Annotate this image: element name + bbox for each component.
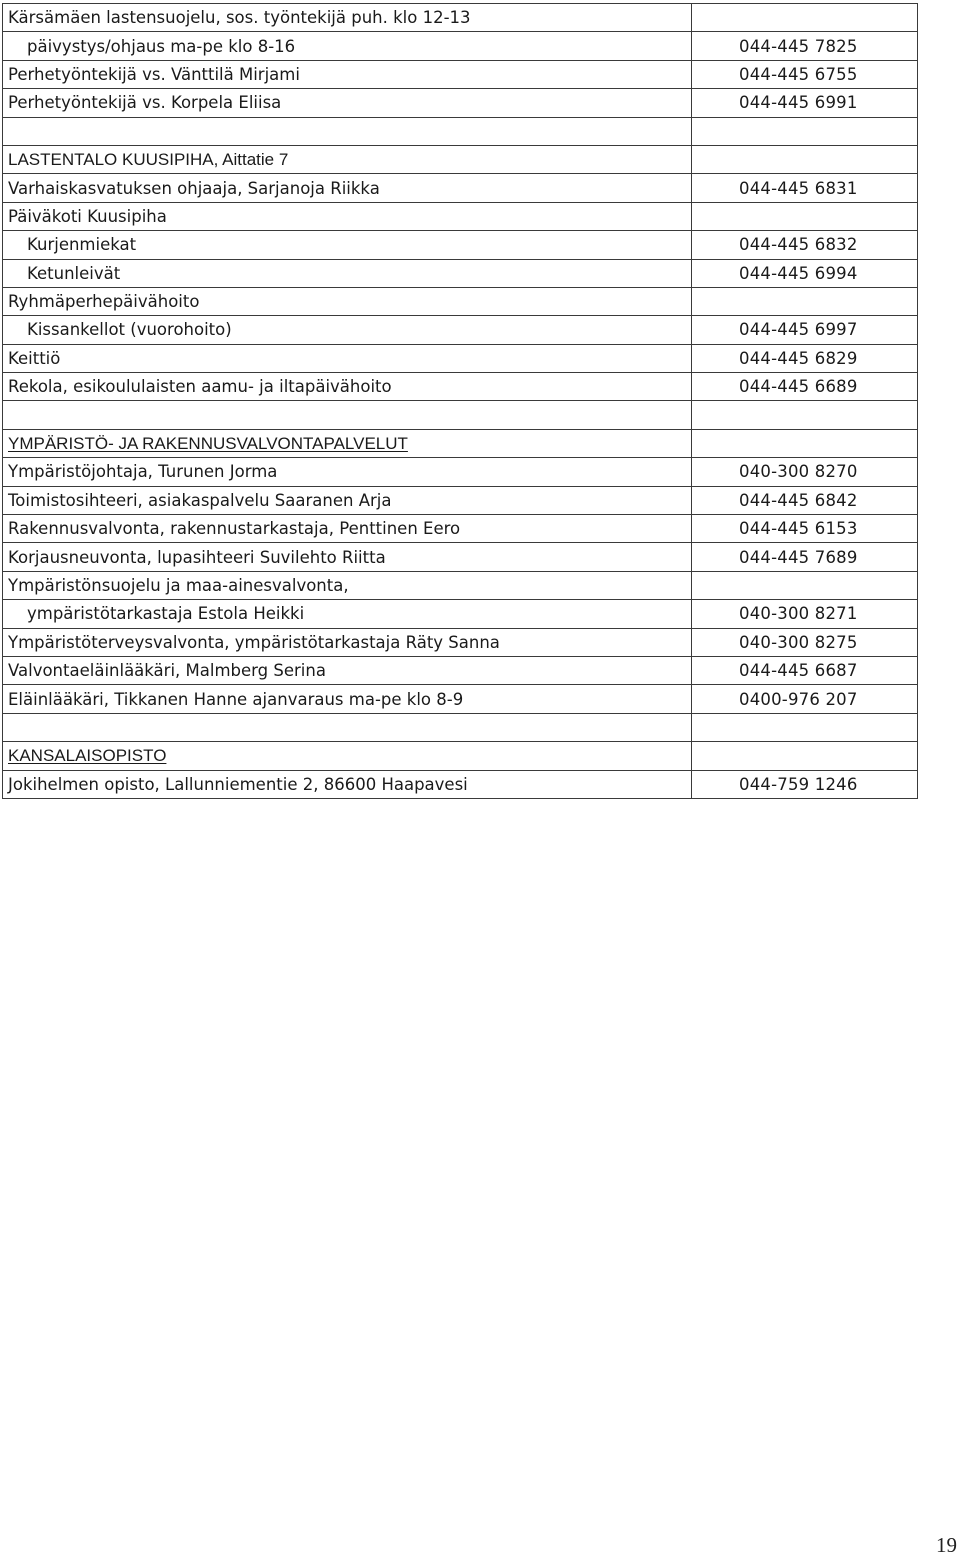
contact-name-cell <box>3 600 692 628</box>
table-row <box>3 259 918 287</box>
contact-name-cell <box>3 4 692 32</box>
table-row <box>3 174 918 202</box>
phone-number: 0400-976 207 <box>739 689 858 709</box>
contact-name-cell <box>3 117 692 145</box>
contact-name-cell <box>3 656 692 684</box>
contact-name: Perhetyöntekijä vs. Vänttilä Mirjami <box>8 64 300 84</box>
contact-name-cell <box>3 685 692 713</box>
contact-name: Ympäristöterveysvalvonta, ympäristötarkastaja Räty Sanna <box>8 632 500 652</box>
phone-number: 044-445 6689 <box>739 377 858 397</box>
phone-number-cell <box>692 316 918 344</box>
contact-name: Ympäristönsuojelu ja maa-ainesvalvonta, <box>8 576 349 595</box>
contact-name: Ympäristöjohtaja, Turunen Jorma <box>8 462 278 482</box>
phone-number: 044-445 6997 <box>739 320 858 340</box>
phone-number-cell <box>692 742 918 770</box>
contact-name-cell <box>3 401 692 429</box>
table-row <box>3 458 918 486</box>
phone-number-cell <box>692 60 918 88</box>
contact-name: Perhetyöntekijä vs. Korpela Eliisa <box>8 93 282 113</box>
section-heading-row <box>3 429 918 457</box>
section-heading: LASTENTALO KUUSIPIHA, Aittatie 7 <box>8 150 289 170</box>
phone-number: 040-300 8271 <box>739 604 858 624</box>
contact-name: Toimistosihteeri, asiakaspalvelu Saaranen Arja <box>8 490 392 510</box>
phone-number-cell <box>692 32 918 60</box>
table-row <box>3 685 918 713</box>
contact-name: Korjausneuvonta, lupasihteeri Suvilehto Riitta <box>8 547 386 567</box>
phone-number-cell <box>692 231 918 259</box>
table-row <box>3 202 918 230</box>
contact-name-cell <box>3 316 692 344</box>
table-row <box>3 287 918 315</box>
phone-number-cell <box>692 656 918 684</box>
contact-name-cell <box>3 571 692 599</box>
table-row <box>3 89 918 117</box>
contact-name: ympäristötarkastaja Estola Heikki <box>27 604 305 624</box>
table-row <box>3 373 918 401</box>
phone-number-cell <box>692 259 918 287</box>
contact-name-cell <box>3 32 692 60</box>
section-heading: YMPÄRISTÖ- JA RAKENNUSVALVONTAPALVELUT <box>8 434 408 454</box>
table-row <box>3 600 918 628</box>
phone-number-cell <box>692 486 918 514</box>
phone-number-cell <box>692 458 918 486</box>
contact-name-cell <box>3 515 692 543</box>
contact-name-cell <box>3 231 692 259</box>
contact-name: Valvontaeläinlääkäri, Malmberg Serina <box>8 661 326 681</box>
phone-number-cell <box>692 4 918 32</box>
table-row <box>3 316 918 344</box>
table-row <box>3 231 918 259</box>
section-heading: KANSALAISOPISTO <box>8 746 167 766</box>
contact-name: Kissankellot (vuorohoito) <box>27 320 232 340</box>
contact-name: Eläinlääkäri, Tikkanen Hanne ajanvaraus ma-pe klo 8-9 <box>8 689 464 709</box>
contact-name-cell <box>3 429 692 457</box>
table-row <box>3 628 918 656</box>
phone-number: 044-445 6153 <box>739 519 858 539</box>
contact-name: Varhaiskasvatuksen ohjaaja, Sarjanoja Riikka <box>8 178 380 198</box>
table-row <box>3 4 918 32</box>
contact-name-cell <box>3 344 692 372</box>
phone-number-cell <box>692 713 918 741</box>
contact-name: Ketunleivät <box>27 263 121 283</box>
phone-number-cell <box>692 344 918 372</box>
phone-number: 044-445 6755 <box>739 64 858 84</box>
phone-number-cell <box>692 145 918 173</box>
phone-number: 044-445 6832 <box>739 235 858 255</box>
contact-name-cell <box>3 287 692 315</box>
table-row <box>3 32 918 60</box>
table-row <box>3 656 918 684</box>
phone-number-cell <box>692 685 918 713</box>
contact-name-cell <box>3 60 692 88</box>
phone-number-cell <box>692 401 918 429</box>
table-row <box>3 713 918 741</box>
contact-name: Päiväkoti Kuusipiha <box>8 206 167 226</box>
contact-name-cell <box>3 543 692 571</box>
contact-name: päivystys/ohjaus ma-pe klo 8-16 <box>27 36 296 56</box>
phone-number: 044-445 6994 <box>739 263 858 283</box>
contact-name-cell <box>3 145 692 173</box>
contact-name-cell <box>3 742 692 770</box>
section-heading-row <box>3 145 918 173</box>
section-heading-row <box>3 742 918 770</box>
phone-number-cell <box>692 202 918 230</box>
phone-number: 044-445 7825 <box>739 36 858 56</box>
phone-number-cell <box>692 628 918 656</box>
phone-number: 044-445 6829 <box>739 348 858 368</box>
phone-number: 044-445 6991 <box>739 93 858 113</box>
contact-directory-table <box>2 3 918 799</box>
phone-number: 044-759 1246 <box>739 774 858 794</box>
contact-name-cell <box>3 373 692 401</box>
contact-name: Ryhmäperhepäivähoito <box>8 292 200 312</box>
phone-number: 044-445 6687 <box>739 661 858 681</box>
contact-rows <box>3 4 918 799</box>
table-row <box>3 117 918 145</box>
contact-name: Jokihelmen opisto, Lallunniementie 2, 86600 Haapavesi <box>8 774 468 794</box>
table-row <box>3 543 918 571</box>
table-row <box>3 515 918 543</box>
contact-name-cell <box>3 628 692 656</box>
table-row <box>3 770 918 798</box>
phone-number: 044-445 6842 <box>739 490 858 510</box>
phone-number: 040-300 8275 <box>739 632 858 652</box>
contact-name-cell <box>3 713 692 741</box>
phone-number-cell <box>692 571 918 599</box>
phone-number: 044-445 7689 <box>739 547 858 567</box>
table-row <box>3 571 918 599</box>
contact-name-cell <box>3 458 692 486</box>
contact-name-cell <box>3 174 692 202</box>
contact-name-cell <box>3 89 692 117</box>
phone-number-cell <box>692 515 918 543</box>
contact-name-cell <box>3 259 692 287</box>
contact-name: Kurjenmiekat <box>27 235 137 255</box>
contact-name-cell <box>3 486 692 514</box>
phone-number-cell <box>692 89 918 117</box>
contact-name: Rakennusvalvonta, rakennustarkastaja, Penttinen Eero <box>8 519 461 539</box>
phone-number-cell <box>692 287 918 315</box>
contact-name: Keittiö <box>8 348 61 368</box>
table-row <box>3 60 918 88</box>
phone-number: 044-445 6831 <box>739 178 858 198</box>
phone-number: 040-300 8270 <box>739 462 858 482</box>
table-row <box>3 344 918 372</box>
page-number: 19 <box>936 1533 957 1557</box>
phone-number-cell <box>692 600 918 628</box>
contact-name-cell <box>3 202 692 230</box>
contact-name: Rekola, esikoululaisten aamu- ja iltapäivähoito <box>8 377 392 397</box>
contact-name-cell <box>3 770 692 798</box>
table-row <box>3 401 918 429</box>
phone-number-cell <box>692 174 918 202</box>
table-row <box>3 486 918 514</box>
phone-number-cell <box>692 373 918 401</box>
phone-number-cell <box>692 429 918 457</box>
contact-name: Kärsämäen lastensuojelu, sos. työntekijä puh. klo 12-13 <box>8 8 471 28</box>
phone-number-cell <box>692 543 918 571</box>
phone-number-cell <box>692 770 918 798</box>
phone-number-cell <box>692 117 918 145</box>
